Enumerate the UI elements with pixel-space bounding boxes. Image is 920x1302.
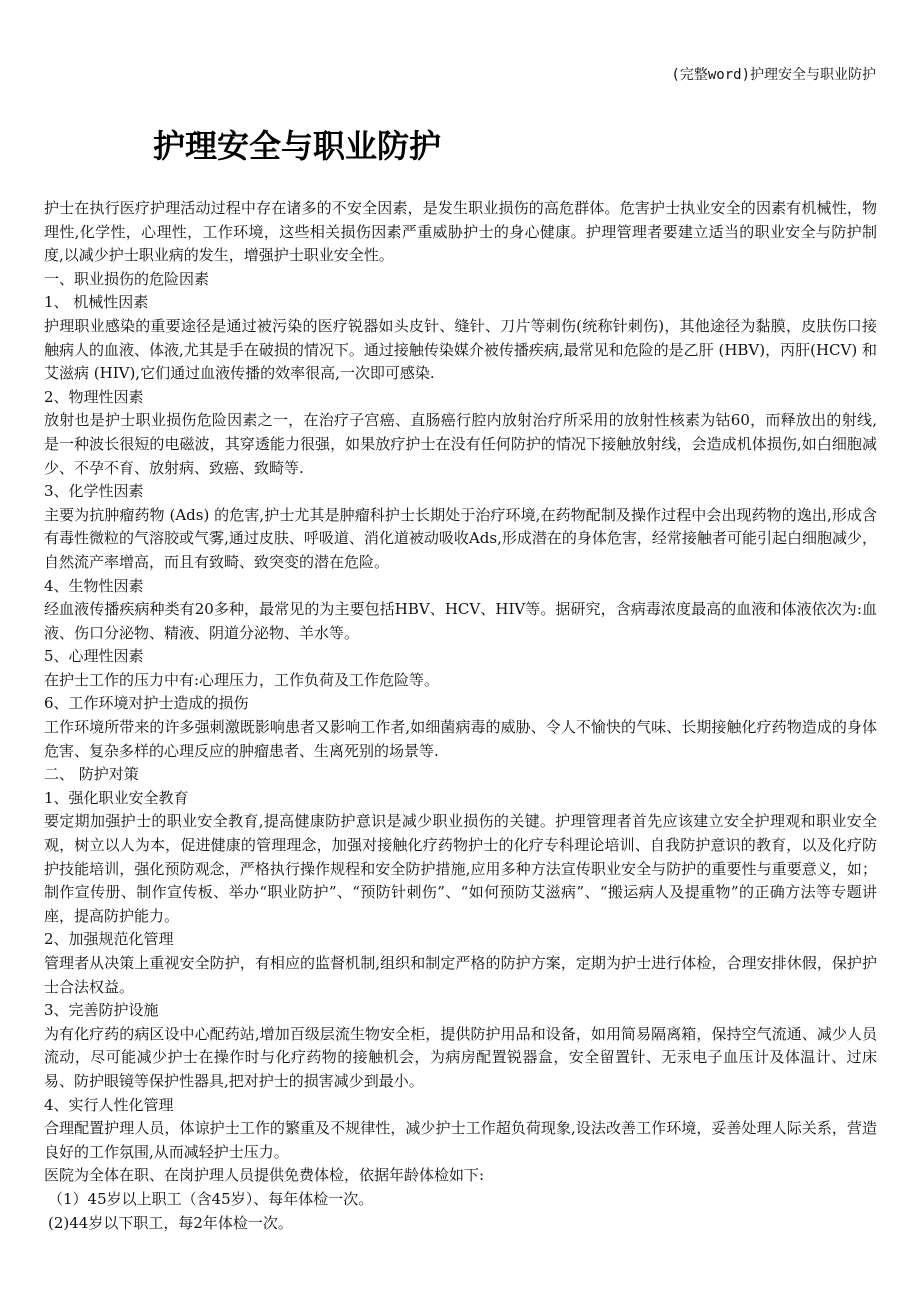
subheading-physical: 2、物理性因素 [44, 387, 144, 406]
section-heading-protection: 二、 防护对策 [44, 765, 139, 784]
paragraph-standard-management: 管理者从决策上重视安全防护，有相应的监督机制,组织和制定严格的防护方案，定期为护士进行体检，合理安排休假，保护护士合法权益。 [44, 954, 877, 996]
paragraph-physical: 放射也是护士职业损伤危险因素之一，在治疗子宫癌、直肠癌行腔内放射治疗所采用的放射性核素为钴60，而释放出的射线,是一种波长很短的电磁波，其穿透能力很强，如果放疗护士在没有任何防护的情况下接触放射线，会造成机体损伤,如白细胞减少、不孕不育、放射病、致癌、致畸等. [44, 411, 877, 477]
paragraph-psychological: 在护士工作的压力中有:心理压力，工作负荷及工作危险等。 [44, 670, 440, 689]
subheading-work-environment: 6、工作环境对护士造成的损伤 [44, 694, 249, 713]
subheading-mechanical: 1、 机械性因素 [44, 293, 149, 312]
subheading-humane-management: 4、实行人性化管理 [44, 1095, 174, 1114]
list-item-checkup-44: (2)44岁以下职工，每2年体检一次。 [48, 1213, 293, 1232]
document-body [44, 197, 877, 1235]
subheading-standard-management: 2、加强规范化管理 [44, 930, 174, 949]
paragraph-mechanical: 护理职业感染的重要途径是通过被污染的医疗锐器如头皮针、缝针、刀片等刺伤(统称针刺伤)，其他途径为黏膜，皮肤伤口接触病人的血液、体液,尤其是手在破损的情况下。通过接触传染媒介被传播疾病,最常见和危险的是乙肝 (HBV)，丙肝(HCV) 和艾滋病 (HIV),它们通过血液传播的效率很高,一次即可感染. [44, 316, 877, 383]
paragraph-checkup-intro: 医院为全体在职、在岗护理人员提供免费体检，依据年龄体检如下: [44, 1166, 485, 1185]
paragraph-humane-management: 合理配置护理人员，体谅护士工作的繁重及不规律性，减少护士工作超负荷现象,设法改善工作环境，妥善处理人际关系，营造良好的工作氛围,从而减轻护士压力。 [44, 1119, 877, 1161]
paragraph-work-environment: 工作环境所带来的许多强刺激既影响患者又影响工作者,如细菌病毒的威胁、令人不愉快的气味、长期接触化疗药物造成的身体危害、复杂多样的心理反应的肿瘤患者、生离死别的场景等. [44, 718, 877, 760]
section-heading-risk-factors: 一、职业损伤的危险因素 [44, 269, 210, 288]
intro-paragraph: 护士在执行医疗护理活动过程中存在诸多的不安全因素，是发生职业损伤的高危群体。危害护士执业安全的因素有机械性，物理性,化学性，心理性，工作环境，这些相关损伤因素严重威胁护士的身心健康。护理管理者要建立适当的职业安全与防护制度,以减少护士职业病的发生，增强护士职业安全性。 [44, 199, 877, 265]
document-title: 护理安全与职业防护 [153, 127, 442, 165]
running-header: (完整word)护理安全与职业防护 [671, 67, 876, 83]
paragraph-facilities: 为有化疗药的病区设中心配药站,增加百级层流生物安全柜，提供防护用品和设备，如用简易隔离箱，保持空气流通、减少人员流动，尽可能减少护士在操作时与化疗药物的接触机会，为病房配置锐器盒，安全留置针、无汞电子血压计及体温计、过床易、防护眼镜等保护性器具,把对护士的损害减少到最小。 [44, 1024, 877, 1090]
subheading-psychological: 5、心理性因素 [44, 647, 144, 666]
list-item-checkup-45: （1）45岁以上职工（含45岁）、每年体检一次。 [48, 1189, 374, 1208]
subheading-biological: 4、生物性因素 [44, 576, 144, 595]
subheading-facilities: 3、完善防护设施 [44, 1001, 159, 1020]
paragraph-chemical: 主要为抗肿瘤药物 (Ads) 的危害,护士尤其是肿瘤科护士长期处于治疗环境,在药物配制及操作过程中会出现药物的逸出,形成含有毒性微粒的气溶胶或气雾,通过皮肤、呼吸道、消化道被动吸收Ads,形成潜在的身体危害，经常接触者可能引起白细胞减少，自然流产率增高，而且有致畸、致突变的潜在危险。 [44, 505, 877, 571]
subheading-safety-education: 1、强化职业安全教育 [44, 788, 189, 807]
subheading-chemical: 3、化学性因素 [44, 482, 144, 501]
paragraph-safety-education: 要定期加强护士的职业安全教育,提高健康防护意识是减少职业损伤的关键。护理管理者首先应该建立安全护理观和职业安全观，树立以人为本，促进健康的管理理念，加强对接触化疗药物护士的化疗专科理论培训、自我防护意识的教育，以及化疗防护技能培训，强化预防观念，严格执行操作规程和安全防护措施,应用多种方法宣传职业安全与防护的重要性与重要意义，如；制作宣传册、制作宣传板、举办“职业防护”、“预防针刺伤”、“如何预防艾滋病”、“搬运病人及提重物”的正确方法等专题讲座，提高防护能力。 [44, 812, 877, 925]
paragraph-biological: 经血液传播疾病种类有20多种，最常见的为主要包括HBV、HCV、HIV等。据研究，含病毒浓度最高的血液和体液依次为:血液、伤口分泌物、精液、阴道分泌物、羊水等。 [44, 600, 877, 642]
